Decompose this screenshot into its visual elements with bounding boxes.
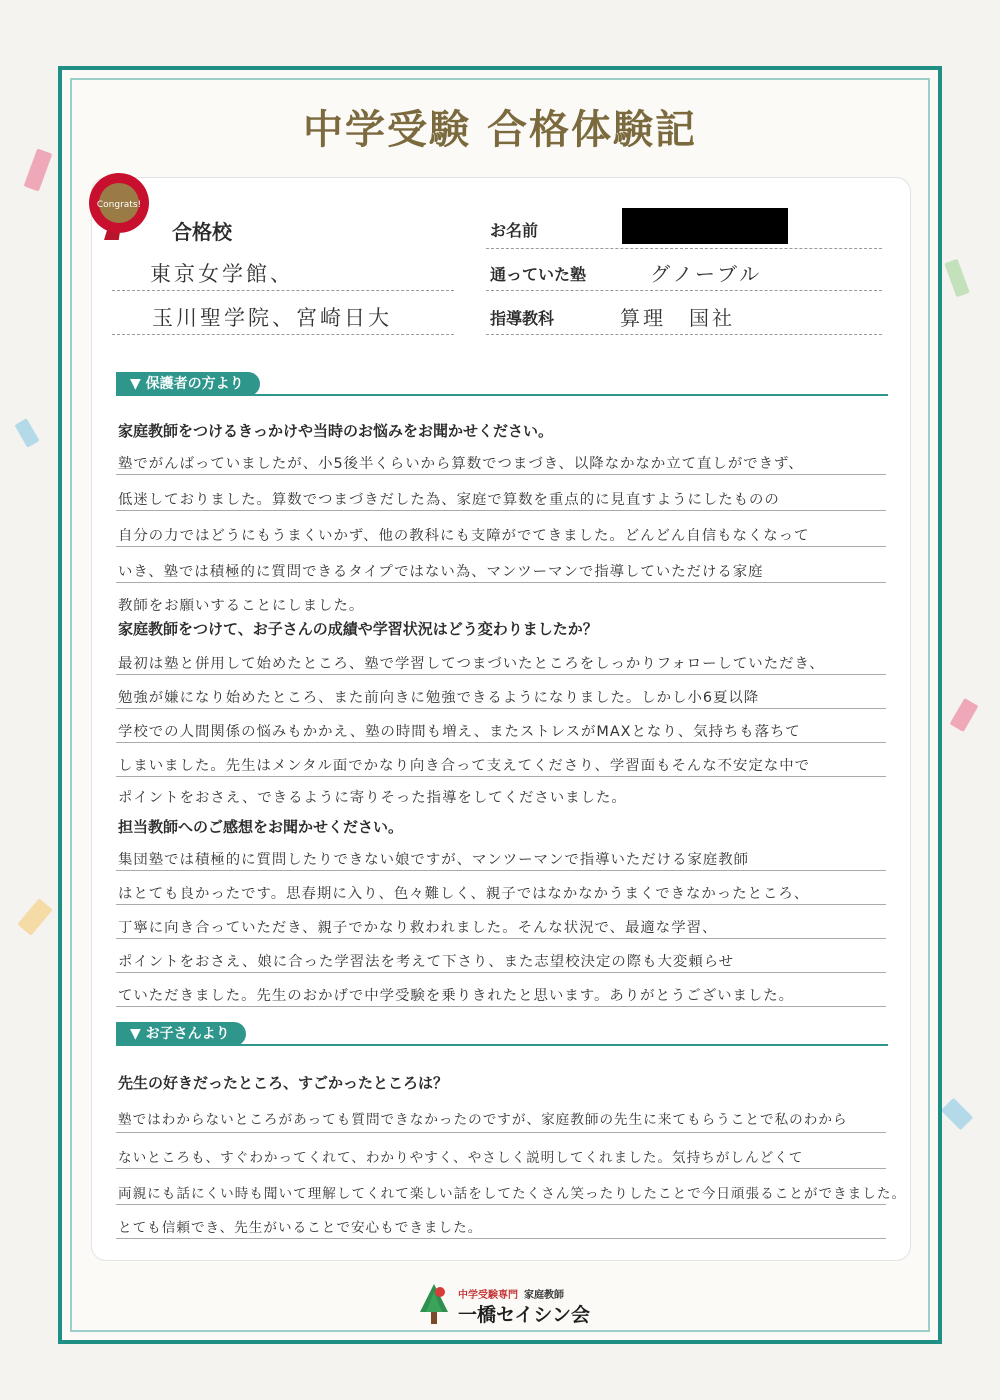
answer-line: 集団塾では積極的に質問したりできない娘ですが、マンツーマンで指導いただける家庭教師: [118, 852, 750, 868]
congrats-badge-text: Congrats!: [96, 200, 142, 210]
parent-question-2: 家庭教師をつけて、お子さんの成績や学習状況はどう変わりましたか？: [118, 620, 598, 638]
page-title: 中学受験 合格体験記: [303, 107, 697, 153]
answer-line: はとても良かったです。思春期に入り、色々難しく、親子ではなかなかうまくできなかったところ、: [118, 886, 810, 902]
congrats-rosette-icon: [82, 166, 156, 240]
answer-line: 最初は塾と併用して始めたところ、塾で学習してつまづいたところをしっかりフォローしていただき、: [118, 656, 825, 672]
juku-label: 通っていた塾: [490, 265, 587, 284]
child-question-1: 先生の好きだったところ、すごかったところは？: [118, 1074, 449, 1092]
answer-line: 両親にも話にくい時も聞いて理解してくれて楽しい話をしてたくさん笑ったりしたことで今日頑張ることができました。: [118, 1186, 907, 1202]
answer-line: 塾ではわからないところがあっても質問できなかったのですが、家庭教師の先生に来てもらうことで私のわから: [118, 1112, 848, 1128]
name-label: お名前: [490, 221, 539, 240]
logo-name: 一橋セイシン会: [458, 1304, 590, 1326]
answer-line: ポイントをおさえ、できるように寄りそった指導をしてくださいました。: [118, 790, 627, 806]
child-section-tab: ▼ お子さんより: [116, 1022, 246, 1046]
answer-line: 勉強が嫌になり始めたところ、また前向きに勉強できるようになりました。しかし小6夏以降: [118, 690, 760, 706]
logo-tagline: 中学受験専門 家庭教師: [458, 1290, 564, 1301]
answer-line: 教師をお願いすることにしました。: [118, 598, 365, 614]
subjects-label: 指導教科: [490, 309, 555, 328]
school-line-1: 東京女学館、: [150, 262, 294, 286]
juku-value: グノーブル: [650, 262, 763, 286]
name-redaction: [622, 208, 788, 244]
content-card: [92, 178, 910, 1260]
answer-line: 自分の力ではどうにもうまくいかず、他の教科にも支障がでてきました。どんどん自信もなくなって: [118, 528, 810, 544]
brand-logo: [418, 1282, 598, 1328]
answer-line: しまいました。先生はメンタル面でかなり向き合って支えてくださり、学習面もそんな不安定な中で: [118, 758, 811, 774]
answer-line: 低迷しておりました。算数でつまづきだした為、家庭で算数を重点的に見直すようにしたものの: [118, 492, 780, 508]
answer-line: 丁寧に向き合っていただき、親子でかなり救われました。そんな状況で、最適な学習、: [118, 920, 718, 936]
answer-line: とても信頼でき、先生がいることで安心もできました。: [118, 1220, 483, 1236]
subjects-value: 算理 国社: [620, 306, 735, 330]
tree-logo-icon: [418, 1282, 450, 1326]
answer-line: いき、塾では積極的に質問できるタイプではない為、マンツーマンで指導していただける家庭: [118, 564, 764, 580]
answer-line: 学校での人間関係の悩みもかかえ、塾の時間も増え、またストレスがMAXとなり、気持ちも落ちて: [118, 724, 801, 740]
parent-question-3: 担当教師へのご感想をお聞かせください。: [118, 818, 404, 836]
school-label: 合格校: [172, 220, 232, 244]
answer-line: 塾でがんばっていましたが、小5後半くらいから算数でつまづき、以降なかなか立て直しができず、: [118, 456, 804, 472]
school-line-2: 玉川聖学院、宮崎日大: [152, 306, 392, 330]
answer-line: ポイントをおさえ、娘に合った学習法を考えて下さり、また志望校決定の際も大変頼らせ: [118, 954, 735, 970]
parent-question-1: 家庭教師をつけるきっかけや当時のお悩みをお聞かせください。: [118, 422, 554, 440]
answer-line: ないところも、すぐわかってくれて、わかりやすく、やさしく説明してくれました。気持ちがしんどくて: [118, 1150, 804, 1166]
parent-section-tab: ▼ 保護者の方より: [116, 372, 260, 396]
answer-line: ていただきました。先生のおかげで中学受験を乗りきれたと思います。ありがとうございました。: [118, 988, 795, 1004]
